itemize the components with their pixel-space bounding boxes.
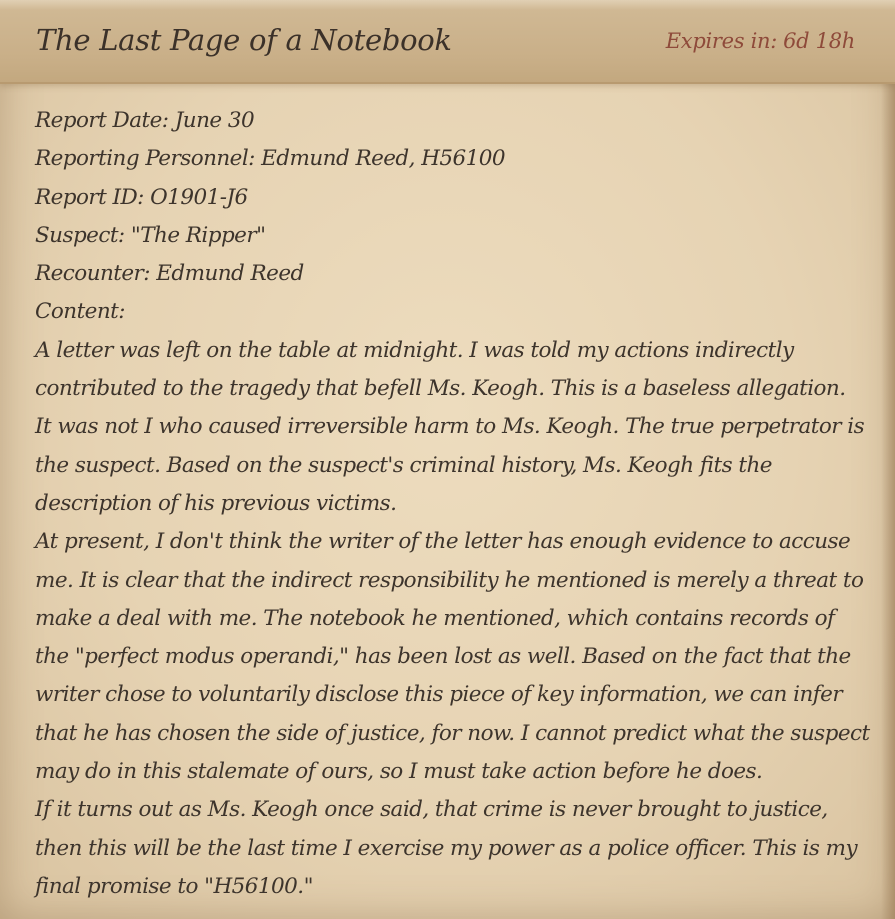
report-id: Report ID: O1901-J6 [35, 184, 248, 210]
header-bar [0, 0, 895, 84]
report-date: Report Date: June 30 [35, 108, 255, 133]
content-line: It was not I who caused irreversible harm to Ms. Keogh. The true perpetrator is [35, 414, 865, 440]
content-line: make a deal with me. The notebook he mentioned, which contains records of [35, 605, 835, 631]
content-label: Content: [35, 299, 125, 325]
content-line: may do in this stalemate of ours, so I must take action before he does. [35, 759, 763, 785]
content-line: A letter was left on the table at midnight. I was told my actions indirectly [35, 337, 794, 363]
suspect: Suspect: "The Ripper" [35, 222, 266, 248]
content-line: If it turns out as Ms. Keogh once said, that crime is never brought to justice, [35, 797, 828, 823]
page-title: The Last Page of a Notebook [36, 23, 452, 57]
content-line: contributed to the tragedy that befell Ms. Keogh. This is a baseless allegation. [35, 376, 846, 402]
content-line: writer chose to voluntarily disclose this piece of key information, we can infer [35, 682, 843, 708]
content-line: then this will be the last time I exercise my power as a police officer. This is my [35, 835, 858, 861]
content-line: At present, I don't think the writer of the letter has enough evidence to accuse [35, 529, 851, 555]
content-line: the suspect. Based on the suspect's criminal history, Ms. Keogh fits the [35, 452, 772, 478]
reporting-personnel: Reporting Personnel: Edmund Reed, H56100 [35, 146, 506, 172]
recounter: Recounter: Edmund Reed [35, 261, 304, 287]
content-line: me. It is clear that the indirect responsibility he mentioned is merely a threat to [35, 567, 864, 593]
expiry-timer [666, 26, 855, 56]
paper-edge [881, 0, 895, 919]
expiry-value: 6d 18h [783, 29, 855, 53]
expiry-label: Expires in: [665, 29, 778, 53]
content-line: that he has chosen the side of justice, for now. I cannot predict what the suspect [35, 720, 870, 746]
report-body[interactable] [35, 102, 875, 906]
content-line: the "perfect modus operandi," has been lost as well. Based on the fact that the [35, 644, 851, 670]
content-line: final promise to "H56100." [35, 873, 313, 899]
content-line: description of his previous victims. [35, 490, 397, 516]
